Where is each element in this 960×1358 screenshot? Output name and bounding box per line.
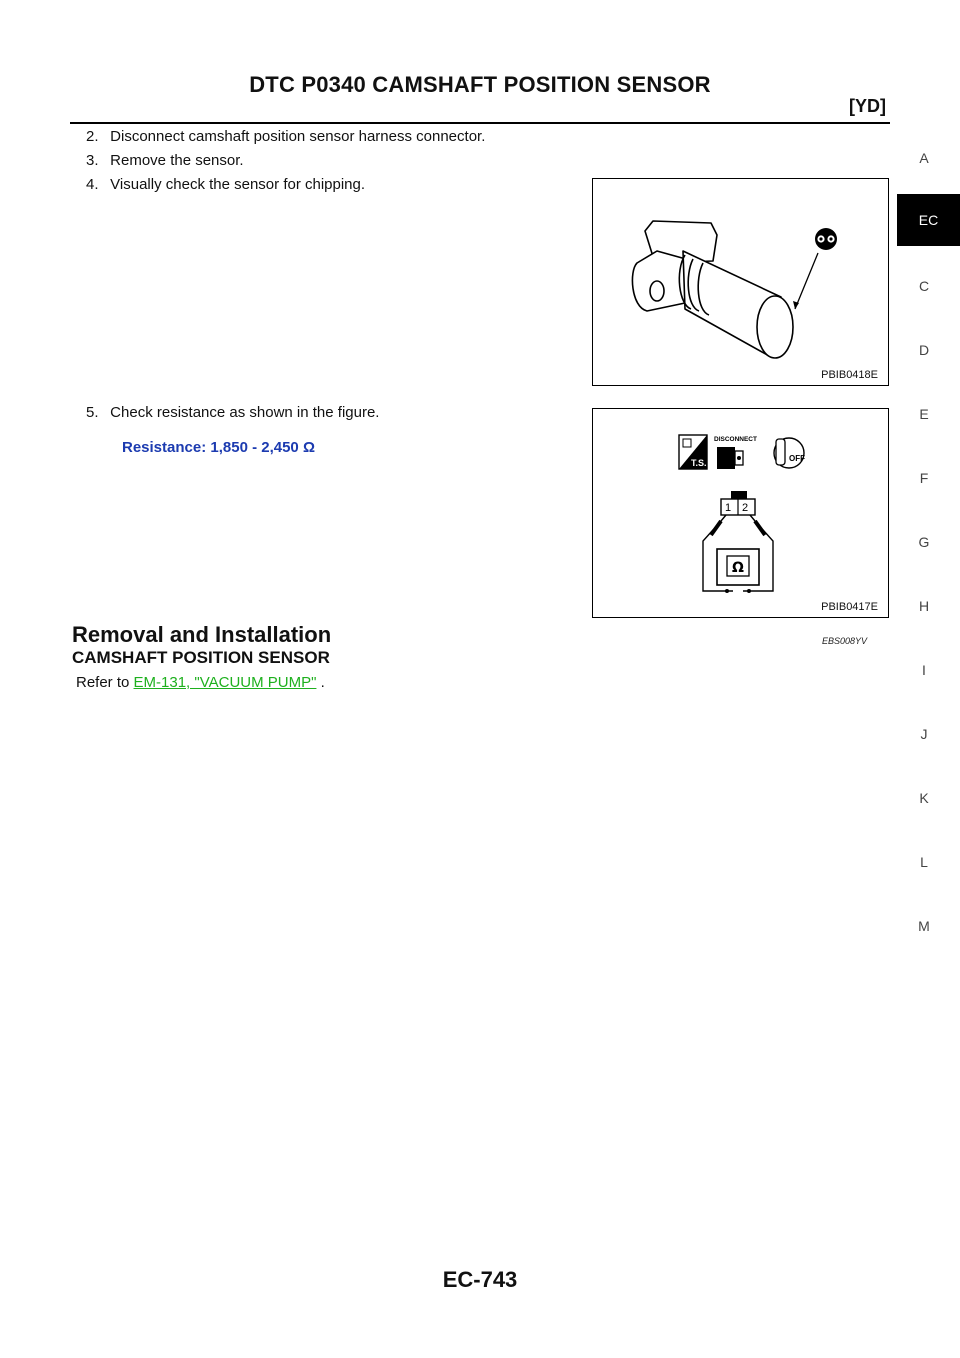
step-text: Check resistance as shown in the figure. [110, 404, 380, 421]
step-text: Remove the sensor. [110, 152, 244, 169]
figure-id: PBIB0418E [821, 369, 878, 381]
terminal-1-label: 1 [725, 502, 732, 514]
side-index-f[interactable]: F [919, 470, 929, 486]
reference-prefix: Refer to [76, 674, 134, 691]
off-label: OFF [789, 454, 805, 463]
header-rule [70, 122, 890, 124]
camshaft-sensor-illustration [593, 179, 888, 385]
side-index-c[interactable]: C [918, 278, 930, 294]
ohm-symbol: Ω [732, 560, 744, 576]
page-title: DTC P0340 CAMSHAFT POSITION SENSOR [249, 72, 711, 97]
side-index-i[interactable]: I [922, 662, 926, 678]
disconnect-label: DISCONNECT [714, 436, 757, 443]
step-5 [86, 404, 379, 421]
reference-line [76, 674, 325, 691]
sensor-figure [592, 178, 889, 386]
step-2 [86, 128, 485, 145]
step-number: 3. [86, 152, 99, 169]
side-index-m[interactable]: M [918, 918, 930, 934]
side-index-d[interactable]: D [918, 342, 930, 358]
inspect-icon [815, 228, 837, 250]
step-number: 5. [86, 404, 99, 421]
ts-label: T.S. [691, 458, 707, 468]
section-tag: [YD] [849, 96, 886, 116]
resistance-figure [592, 408, 889, 618]
step-4 [86, 176, 365, 193]
step-number: 2. [86, 128, 99, 145]
vacuum-pump-link[interactable]: EM-131, "VACUUM PUMP" [133, 674, 317, 691]
disconnect-icon [714, 436, 757, 469]
side-index-j[interactable]: J [920, 726, 928, 742]
step-3 [86, 152, 244, 169]
step-text: Disconnect camshaft position sensor harness connector. [110, 128, 486, 145]
terminal-2-label: 2 [742, 502, 749, 514]
side-index-k[interactable]: K [919, 790, 929, 806]
reference-suffix: . [316, 674, 325, 691]
side-index-ec[interactable]: EC [897, 194, 960, 246]
resistance-spec: Resistance: 1,850 - 2,450 Ω [122, 439, 315, 456]
page-number: EC-743 [442, 1267, 518, 1292]
side-index-e[interactable]: E [919, 406, 929, 422]
figure-id: PBIB0417E [821, 601, 878, 613]
ignition-off-icon [774, 438, 805, 468]
ohmmeter-icon [717, 549, 759, 593]
removal-subheading: CAMSHAFT POSITION SENSOR [72, 648, 330, 667]
side-index-a[interactable]: A [919, 150, 929, 166]
ts-icon [679, 435, 707, 469]
resistance-check-illustration [593, 409, 888, 617]
step-number: 4. [86, 176, 99, 193]
step-text: Visually check the sensor for chipping. [110, 176, 366, 193]
removal-heading: Removal and Installation [72, 622, 332, 647]
side-index-l[interactable]: L [920, 854, 928, 870]
side-index-g[interactable]: G [918, 534, 930, 550]
side-index-h[interactable]: H [918, 598, 930, 614]
reference-code: EBS008YV [822, 636, 868, 646]
